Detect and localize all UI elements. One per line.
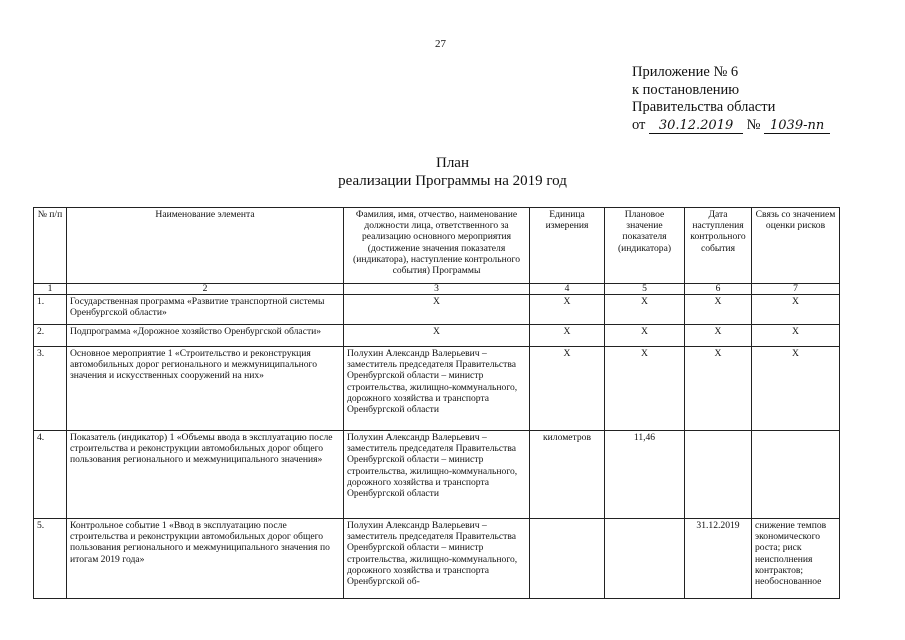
unit-cell bbox=[530, 519, 605, 599]
risk-cell: X bbox=[752, 295, 840, 325]
header-cell: Фамилия, имя, отчество, наименование должности лица, ответственного за реализацию основного мероприятия (достижение значения показателя (индикатора), наступление контрольного события) Программы bbox=[344, 208, 530, 284]
page-number: 27 bbox=[435, 38, 446, 50]
responsible-person-cell: X bbox=[344, 295, 530, 325]
decree-number: 1039-пп bbox=[764, 119, 830, 134]
row-number-cell: 4. bbox=[34, 431, 67, 519]
event-date-cell: X bbox=[685, 347, 752, 431]
unit-cell: километров bbox=[530, 431, 605, 519]
responsible-person-cell: Полухин Александр Валерьевич – заместитель председателя Правительства Оренбургской области – министр строительства, жилищно-коммунального, дорожного хозяйства и транспорта Оренбургской области bbox=[344, 431, 530, 519]
appendix-line-1: Приложение № 6 bbox=[632, 64, 739, 80]
header-row bbox=[34, 208, 840, 284]
risk-cell: X bbox=[752, 347, 840, 431]
from-label: от bbox=[632, 116, 646, 133]
responsible-person-cell: X bbox=[344, 325, 530, 347]
title-line-1: План bbox=[435, 155, 469, 171]
element-name-cell: Контрольное событие 1 «Ввод в эксплуатацию после строительства и реконструкции автомобильных дорог общего пользования регионального и межмуниципального значения по итогам 2019 года» bbox=[67, 519, 344, 599]
plan-table bbox=[33, 207, 840, 599]
planned-value-cell: 11,46 bbox=[605, 431, 685, 519]
event-date-cell: X bbox=[685, 325, 752, 347]
column-number-row bbox=[34, 284, 840, 295]
table-row bbox=[34, 431, 840, 519]
row-number-cell: 2. bbox=[34, 325, 67, 347]
responsible-person-cell: Полухин Александр Валерьевич – заместитель председателя Правительства Оренбургской области – министр строительства, жилищно-коммунального, дорожного хозяйства и транспорта Оренбургской об- bbox=[344, 519, 530, 599]
unit-cell: X bbox=[530, 347, 605, 431]
table-row bbox=[34, 325, 840, 347]
planned-value-cell bbox=[605, 519, 685, 599]
appendix-block bbox=[632, 64, 830, 134]
element-name-cell: Показатель (индикатор) 1 «Объемы ввода в эксплуатацию после строительства и реконструкции автомобильных дорог общего пользования регионального и межмуниципального значения» bbox=[67, 431, 344, 519]
table-row bbox=[34, 519, 840, 599]
header-cell: Связь со значением оценки рисков bbox=[752, 208, 840, 284]
column-number: 7 bbox=[752, 284, 840, 295]
column-number: 2 bbox=[67, 284, 344, 295]
header-cell: Наименование элемента bbox=[67, 208, 344, 284]
header-cell: Дата наступления контрольного события bbox=[685, 208, 752, 284]
row-number-cell: 1. bbox=[34, 295, 67, 325]
column-number: 6 bbox=[685, 284, 752, 295]
planned-value-cell: X bbox=[605, 325, 685, 347]
appendix-line-3: Правительства области bbox=[632, 99, 776, 115]
risk-cell bbox=[752, 431, 840, 519]
title-line-2: реализации Программы на 2019 год bbox=[338, 173, 567, 189]
table-row bbox=[34, 295, 840, 325]
table-row bbox=[34, 347, 840, 431]
unit-cell: X bbox=[530, 295, 605, 325]
header-cell: № п/п bbox=[34, 208, 67, 284]
column-number: 3 bbox=[344, 284, 530, 295]
row-number-cell: 3. bbox=[34, 347, 67, 431]
event-date-cell: 31.12.2019 bbox=[685, 519, 752, 599]
document-title bbox=[0, 154, 905, 190]
column-number: 1 bbox=[34, 284, 67, 295]
risk-cell: X bbox=[752, 325, 840, 347]
header-cell: Единица измерения bbox=[530, 208, 605, 284]
event-date-cell: X bbox=[685, 295, 752, 325]
number-label: № bbox=[746, 116, 761, 133]
appendix-line-2: к постановлению bbox=[632, 81, 740, 98]
decree-date: 30.12.2019 bbox=[649, 119, 743, 134]
header-cell: Плановое значение показателя (индикатора) bbox=[605, 208, 685, 284]
unit-cell: X bbox=[530, 325, 605, 347]
column-number: 5 bbox=[605, 284, 685, 295]
risk-cell: снижение темпов экономического роста; риск неисполнения контрактов; необоснованное bbox=[752, 519, 840, 599]
planned-value-cell: X bbox=[605, 347, 685, 431]
element-name-cell: Подпрограмма «Дорожное хозяйство Оренбургской области» bbox=[67, 325, 344, 347]
appendix-line-4 bbox=[632, 117, 830, 135]
row-number-cell: 5. bbox=[34, 519, 67, 599]
element-name-cell: Основное мероприятие 1 «Строительство и реконструкция автомобильных дорог регионального и межмуниципального значения и искусственных сооружений на них» bbox=[67, 347, 344, 431]
element-name-cell: Государственная программа «Развитие транспортной системы Оренбургской области» bbox=[67, 295, 344, 325]
event-date-cell bbox=[685, 431, 752, 519]
responsible-person-cell: Полухин Александр Валерьевич – заместитель председателя Правительства Оренбургской области – министр строительства, жилищно-коммунального, дорожного хозяйства и транспорта Оренбургской области bbox=[344, 347, 530, 431]
column-number: 4 bbox=[530, 284, 605, 295]
planned-value-cell: X bbox=[605, 295, 685, 325]
